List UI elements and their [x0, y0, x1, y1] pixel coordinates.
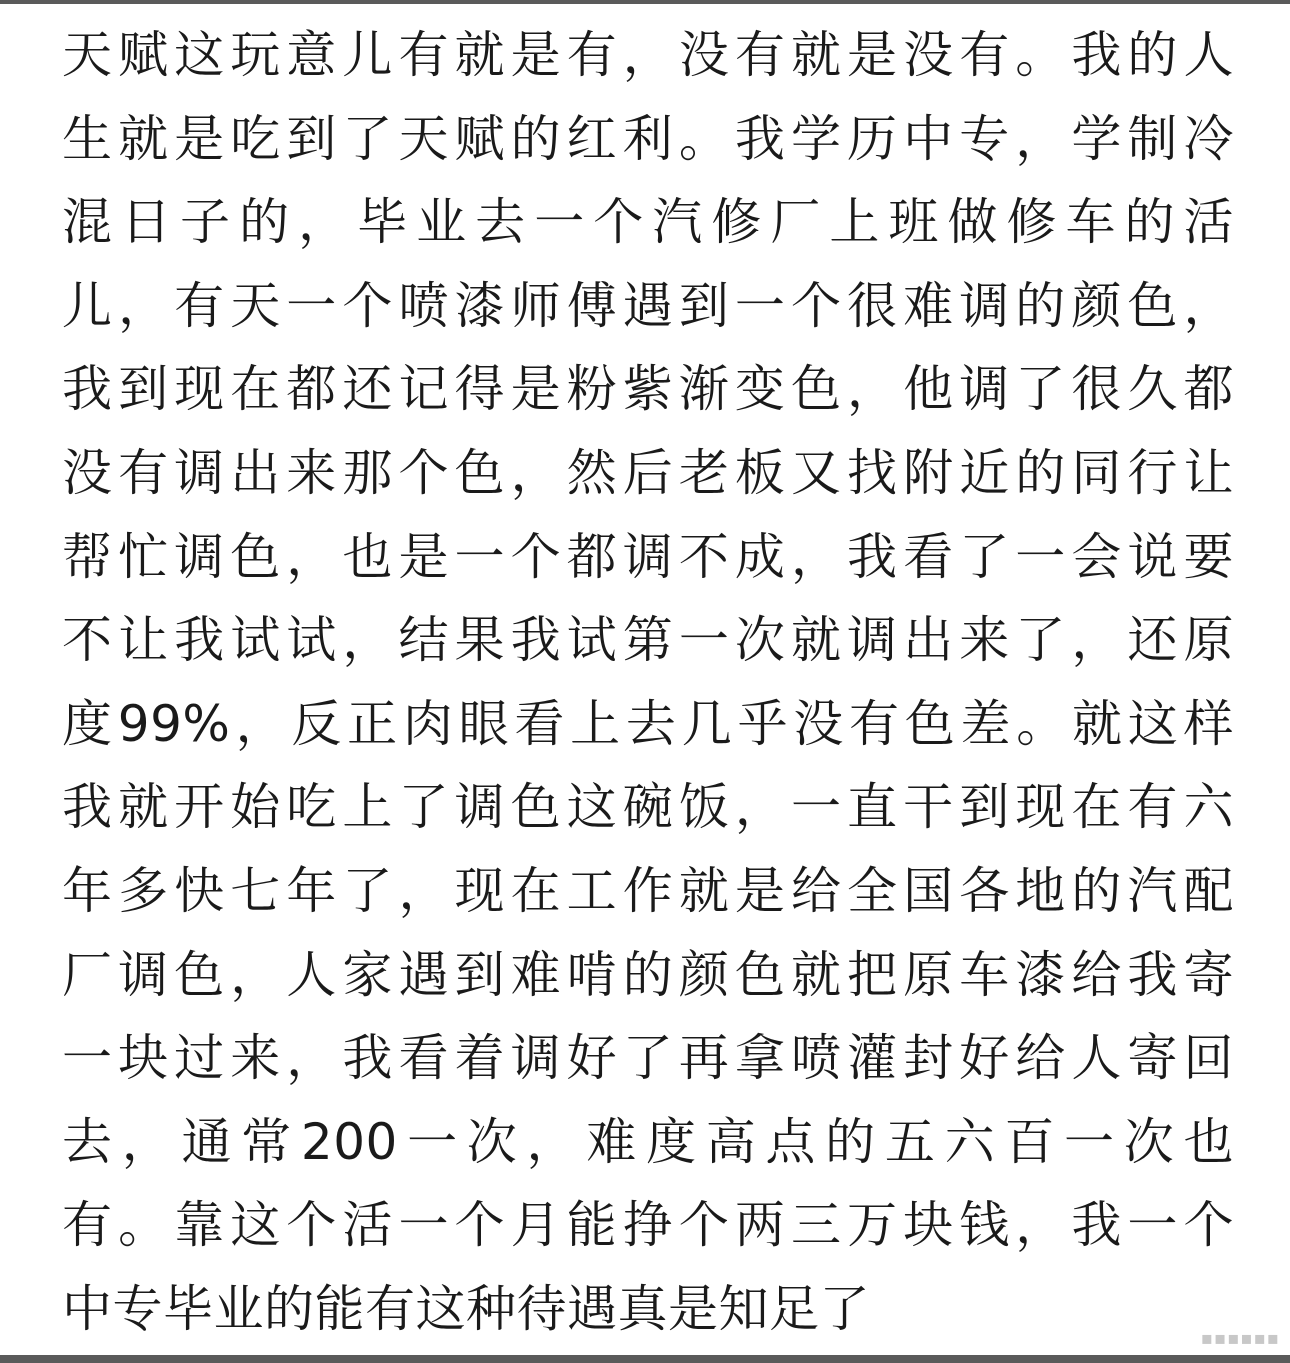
- text-line: 不让我试试，结果我试第一次就调出来了，还原: [62, 611, 1234, 670]
- watermark: ▪▪▪▪▪▪: [1200, 1328, 1280, 1349]
- post-text-body: [62, 14, 1234, 1352]
- text-line: 帮忙调色，也是一个都调不成，我看了一会说要: [62, 527, 1234, 586]
- bottom-border: [0, 1355, 1290, 1363]
- text-line: 度99%，反正肉眼看上去几乎没有色差。就这样: [62, 694, 1234, 753]
- text-line: 混日子的，毕业去一个汽修厂上班做修车的活: [62, 193, 1234, 252]
- text-line: 我到现在都还记得是粉紫渐变色，他调了很久都: [62, 360, 1234, 419]
- text-line: 有。靠这个活一个月能挣个两三万块钱，我一个: [62, 1196, 1234, 1255]
- text-line: 厂调色，人家遇到难啃的颜色就把原车漆给我寄: [62, 945, 1234, 1004]
- text-line: 去，通常200一次，难度高点的五六百一次也: [62, 1112, 1234, 1171]
- text-line: 一块过来，我看着调好了再拿喷灌封好给人寄回: [62, 1029, 1234, 1088]
- top-border: [0, 0, 1290, 4]
- text-line: 天赋这玩意儿有就是有，没有就是没有。我的人: [62, 26, 1234, 84]
- text-line: 儿，有天一个喷漆师傅遇到一个很难调的颜色，: [62, 276, 1234, 335]
- text-line: 年多快七年了，现在工作就是给全国各地的汽配: [62, 861, 1234, 920]
- text-line: 我就开始吃上了调色这碗饭，一直干到现在有六: [62, 778, 1234, 837]
- text-line: 生就是吃到了天赋的红利。我学历中专，学制冷: [62, 109, 1234, 168]
- text-line: 中专毕业的能有这种待遇真是知足了: [62, 1279, 870, 1338]
- text-line: 没有调出来那个色，然后老板又找附近的同行让: [62, 443, 1234, 502]
